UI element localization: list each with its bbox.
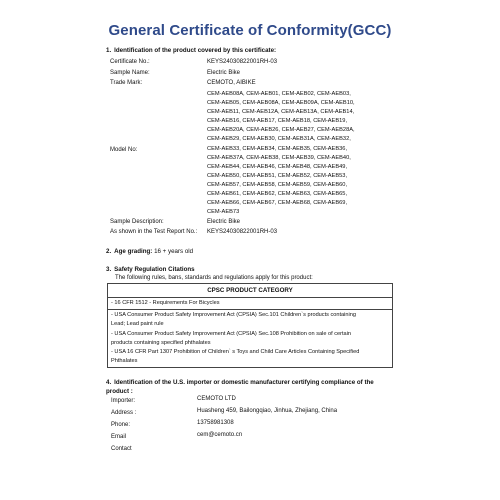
section-2-title: Age grading: <box>114 248 153 255</box>
regulations-intro: The following rules, bans, standards and regulations apply for this product: <box>115 275 313 281</box>
model-line: CEM-AEB73 <box>207 209 240 216</box>
model-no-label: Model No: <box>110 147 138 153</box>
section-2-number: 2. <box>106 248 112 255</box>
cpsc-table-header: CPSC PRODUCT CATEGORY <box>108 284 392 298</box>
importer-value: CEMOTO LTD <box>197 396 236 402</box>
address-value: Huasheng 459, Bailongqiao, Jinhua, Zhejiang, China <box>197 408 338 414</box>
model-line: CEM-AEB44, CEM-AEB46, CEM-AEB48, CEM-AEB49, <box>207 163 348 170</box>
page-title: General Certificate of Conformity(GCC) <box>108 22 392 39</box>
section-3-title: Safety Regulation Citations <box>114 266 195 273</box>
cpsc-line: - USA 16 CFR Part 1307 Prohibition of Children` s Toys and Child Care Articles Containing Specified <box>111 349 360 356</box>
model-line: CEM-AEB29, CEM-AEB30, CEM-AEB31A, CEM-AEB32, <box>207 136 351 143</box>
cpsc-table-cell <box>108 298 392 310</box>
phone-value: 13758981308 <box>197 420 234 426</box>
importer-label: Importer: <box>111 398 136 404</box>
sample-name-label: Sample Name: <box>110 70 150 76</box>
section-1-number: 1. <box>106 47 112 54</box>
cpsc-line: - 16 CFR 1512 - Requirements For Bicycles <box>111 300 220 306</box>
section-4-heading <box>106 378 396 396</box>
section-3-heading <box>106 266 195 273</box>
trade-mark-label: Trade Mark: <box>110 80 143 86</box>
email-value: cem@cemoto.cn <box>197 432 243 438</box>
model-line: CEM-AEB50, CEM-AEB51, CEM-AEB52, CEM-AEB53, <box>207 172 348 179</box>
phone-label: Phone: <box>111 422 131 428</box>
cpsc-line: Lead; Lead paint rule <box>111 321 164 328</box>
cpsc-line: Phthalates <box>111 358 138 365</box>
trade-mark-value: CEMOTO, AIBIKE <box>207 80 256 86</box>
model-line: CEM-AEB05, CEM-AEB08A, CEM-AEB09A, CEM-AEB10, <box>207 100 355 107</box>
section-4-title: Identification of the U.S. importer or domestic manufacturer certifying compliance of the <box>114 379 374 386</box>
test-report-value: KEYS24030822001RH-03 <box>207 229 278 235</box>
certificate-no-value: KEYS24030822001RH-03 <box>207 59 278 65</box>
model-line: CEM-AEB37A, CEM-AEB38, CEM-AEB39, CEM-AEB40, <box>207 154 351 161</box>
sample-name-value: Electric Bike <box>207 70 241 76</box>
model-line: CEM-AEB66, CEM-AEB67, CEM-AEB68, CEM-AEB69, <box>207 200 348 207</box>
age-grading-value: 16 + years old <box>154 248 194 255</box>
sample-description-label: Sample Description: <box>110 219 164 225</box>
sample-description-value: Electric Bike <box>207 219 241 225</box>
cpsc-table-cell <box>108 310 392 367</box>
section-1-title: Identification of the product covered by this certificate: <box>114 47 277 54</box>
cpsc-line: - USA Consumer Product Safety Improvement Act (CPSIA) Sec.101 Children`s products containing <box>111 312 356 319</box>
section-4-title-cont: product : <box>106 388 133 395</box>
contact-label: Contact <box>111 446 132 452</box>
test-report-label: As shown in the Test Report No.: <box>110 229 198 235</box>
model-line: CEM-AEB61, CEM-AEB62, CEM-AEB63, CEM-AEB65, <box>207 191 348 198</box>
section-3-number: 3. <box>106 266 112 273</box>
model-line: CEM-AEB20A, CEM-AEB26, CEM-AEB27, CEM-AEB28A, <box>207 127 355 134</box>
model-list <box>207 90 387 217</box>
model-line: CEM-AEB08A, CEM-AEB01, CEM-AEB02, CEM-AEB03, <box>207 91 351 97</box>
email-label: Email <box>111 434 127 440</box>
model-line: CEM-AEB57, CEM-AEB58, CEM-AEB59, CEM-AEB60, <box>207 181 348 188</box>
section-2-heading <box>106 248 193 255</box>
address-label: Address : <box>111 410 137 416</box>
model-line: CEM-AEB33, CEM-AEB34, CEM-AEB35, CEM-AEB36, <box>207 145 348 152</box>
model-line: CEM-AEB11, CEM-AEB12A, CEM-AEB13A, CEM-AEB14, <box>207 109 355 116</box>
model-line: CEM-AEB16, CEM-AEB17, CEM-AEB18, CEM-AEB19, <box>207 118 348 125</box>
cpsc-line: products containing specified phthalates <box>111 339 211 346</box>
cpsc-line: - USA Consumer Product Safety Improvement Act (CPSIA) Sec.108 Prohibition on sale of certain <box>111 330 352 337</box>
section-4-number: 4. <box>106 379 112 386</box>
certificate-no-label: Certificate No.: <box>110 59 150 65</box>
cpsc-category-table <box>107 283 393 368</box>
section-1-heading <box>106 47 276 54</box>
